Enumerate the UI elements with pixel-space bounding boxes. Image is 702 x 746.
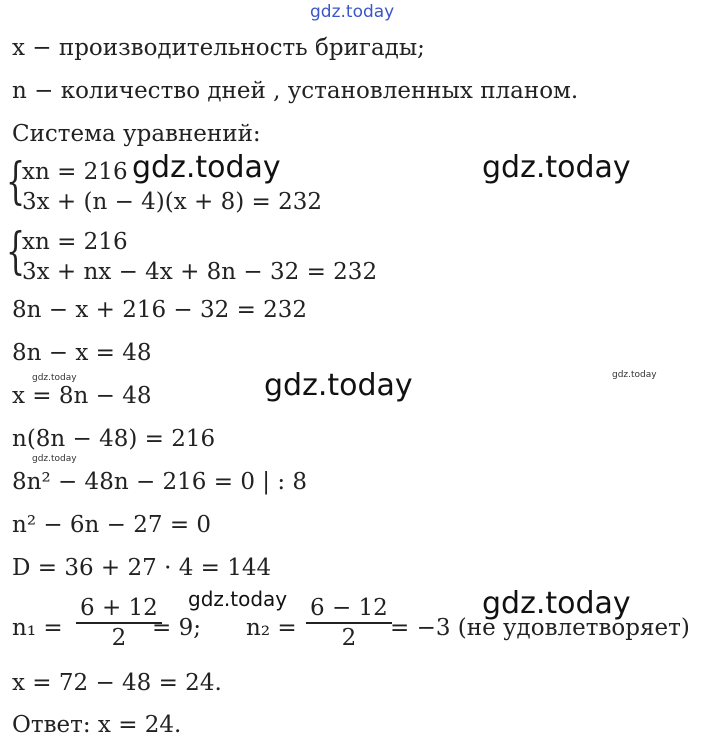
watermark-3: gdz.today	[264, 368, 413, 403]
root-n1-fraction	[76, 594, 162, 652]
root-n1-result: = 9;	[152, 615, 201, 641]
watermark-small-3: gdz.today	[32, 454, 77, 464]
system-brace-1: {	[6, 152, 26, 210]
watermark-small-2: gdz.today	[612, 370, 657, 380]
step-4: n(8n − 48) = 216	[12, 426, 216, 452]
step-6: n² − 6n − 27 = 0	[12, 512, 212, 538]
watermark-5: gdz.today	[482, 586, 631, 621]
watermark-2: gdz.today	[482, 150, 631, 185]
system1-eq2: 3x + (n − 4)(x + 8) = 232	[22, 189, 323, 215]
root-n2-numerator: 6 − 12	[310, 595, 388, 621]
definition-x: x − производительность бригады;	[12, 35, 425, 61]
system-brace-2: {	[6, 222, 26, 280]
watermark-1: gdz.today	[132, 150, 281, 185]
root-n2-fraction	[306, 594, 392, 652]
watermark-4: gdz.today	[188, 587, 288, 611]
step-5: 8n² − 48n − 216 = 0 | : 8	[12, 469, 308, 495]
definition-n: n − количество дней , установленных планом.	[12, 78, 579, 104]
root-n2-result: = −3 (не удовлетворяет)	[390, 615, 690, 641]
root-n1-denominator: 2	[111, 624, 127, 651]
step-2: 8n − x = 48	[12, 340, 152, 366]
step-3: x = 8n − 48	[12, 383, 152, 409]
root-n2-label: n₂ =	[246, 615, 297, 641]
system1-eq1: xn = 216	[22, 159, 128, 185]
step-7: D = 36 + 27 · 4 = 144	[12, 555, 272, 581]
step-1: 8n − x + 216 − 32 = 232	[12, 297, 308, 323]
watermark-small-1: gdz.today	[32, 373, 77, 383]
root-n1-label: n₁ =	[12, 615, 63, 641]
root-n1-numerator: 6 + 12	[80, 595, 158, 621]
root-n2-denominator: 2	[341, 624, 357, 651]
watermark-top: gdz.today	[310, 2, 395, 22]
x-calculation: x = 72 − 48 = 24.	[12, 670, 222, 696]
system2-eq1: xn = 216	[22, 229, 128, 255]
system2-eq2: 3x + nx − 4x + 8n − 32 = 232	[22, 259, 378, 285]
system-label: Система уравнений:	[12, 121, 261, 147]
answer: Ответ: x = 24.	[12, 712, 182, 738]
